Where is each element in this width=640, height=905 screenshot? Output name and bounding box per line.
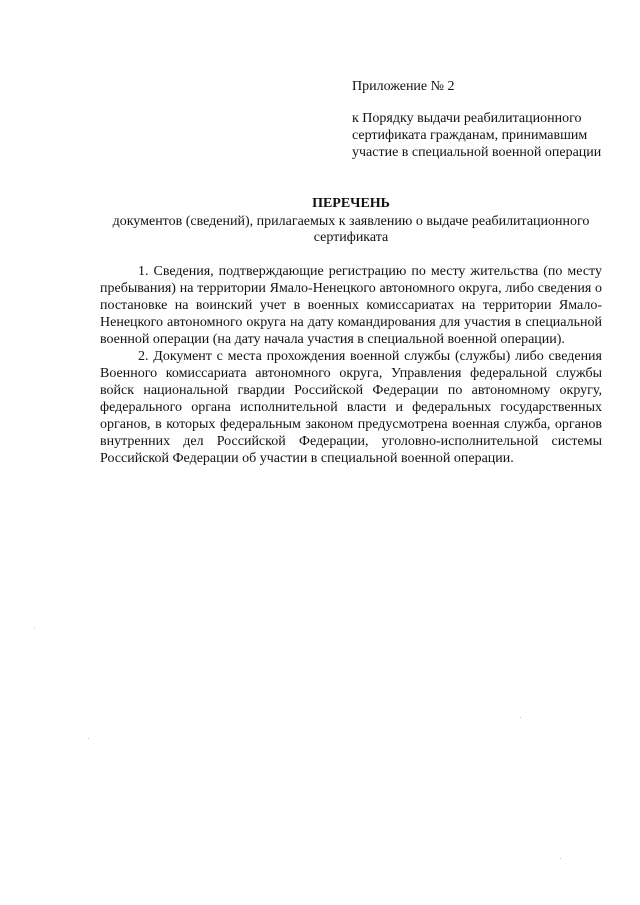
- list-item-1: 1. Сведения, подтверждающие регистрацию по месту жительства (по месту пребывания) на территории Ямало-Ненецкого автономного округа, либо сведения о постановке на воинский учет в военных комиссариатах на территории Ямало-Ненецкого автономного округа на дату командирования для участия в специальной военной операции (на дату начала участия в специальной военной операции).: [100, 264, 602, 347]
- document-title: ПЕРЕЧЕНЬ: [312, 196, 390, 211]
- scan-speck: [88, 738, 89, 739]
- scan-speck: [560, 858, 561, 859]
- document-heading: [100, 196, 602, 246]
- appendix-reference: к Порядку выдачи реабилитационного сертификата гражданам, принимавшим участие в специальной военной операции: [352, 111, 602, 160]
- appendix-block: [352, 78, 622, 161]
- scan-speck: [520, 717, 521, 718]
- scan-speck: [34, 628, 35, 629]
- appendix-title: Приложение № 2: [352, 79, 455, 94]
- list-item-2: 2. Документ с места прохождения военной службы (службы) либо сведения Военного комиссариата автономного округа, Управления федеральной службы войск национальной гвардии Российской Федерации по автономному округу, федерального органа исполнительной власти и федеральных государственных органов, в которых федеральным законом предусмотрена военная служба, органов внутренних дел Российской Федерации, уголовно-исполнительной системы Российской Федерации об участии в специальной военной операции.: [100, 349, 602, 466]
- document-body: [100, 263, 602, 467]
- document-subtitle: документов (сведений), прилагаемых к заявлению о выдаче реабилитационного сертификата: [112, 214, 590, 245]
